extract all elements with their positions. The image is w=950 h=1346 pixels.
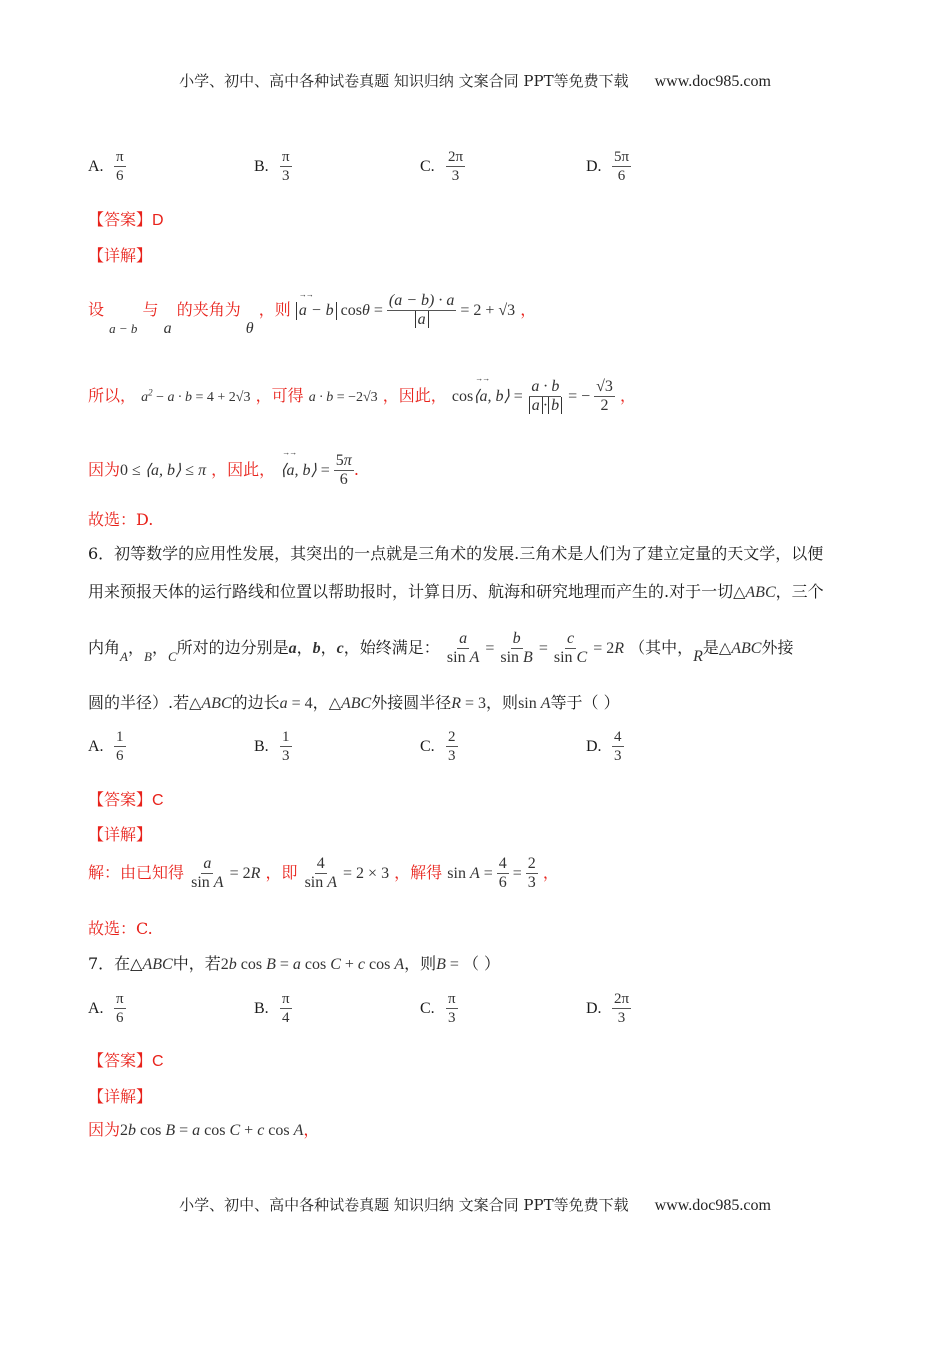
q5-option-a[interactable]: A. $\frac{\pi}{6}$ [88,149,124,184]
q7-solution-line-1: 因为2b cos B = a cos C + c cos A， [88,1120,320,1139]
q7-option-a[interactable]: A. $\frac{\pi}{6}$ [88,991,124,1026]
footer-text: 小学、初中、高中各种试卷真题 知识归纳 文案合同 PPT等免费下载 [179,1196,629,1214]
q6-stem-line-2: 用来预报天体的运行路线和位置以帮助报时，计算日历、航海和研究地理而产生的.对于一切△ABC，三个 [88,582,824,601]
q5-answer-value: D [152,212,164,229]
q5-option-d[interactable]: D. $\frac{5\pi}{6}$ [586,149,630,184]
q6-stem-line-3: 内角$_A$，$_B$，$_C$所对的边分别是a，b，c，始终满足： $\frac{a}{\text{sin A}}$ = $\frac{b}{\text{sin B}}$ = $\frac{c}{\text{sin C}}$ = 2R （其中，R是△ABC外接 [88,630,794,666]
q6-option-d[interactable]: D. $\frac{4}{3}$ [586,729,622,764]
q7-option-b[interactable]: B. $\frac{\pi}{4}$ [254,991,290,1026]
page-header [0,70,950,91]
footer-site-link[interactable]: www.doc985.com [654,1197,771,1214]
q6-detail-tag: 【详解】 [88,825,153,844]
q5-conclusion: 故选：D. [88,510,154,529]
q6-stem-line-4: 圆的半径）.若△ABC的边长a = 4，△ABC外接圆半径R = 3，则sin A等于（ ） [88,693,620,712]
header-text: 小学、初中、高中各种试卷真题 知识归纳 文案合同 PPT等免费下载 [179,72,629,90]
q6-stem-line-1: 6．初等数学的应用性发展，其突出的一点就是三角术的发展.三角术是人们为了建立定量的天文学，以便 [88,544,824,563]
q7-answer: 【答案】C [88,1051,164,1070]
q7-detail-tag: 【详解】 [88,1087,153,1106]
q5-answer: 【答案】D [88,210,164,229]
q7-stem: 7．在△ABC中，若2b cos B = a cos C + c cos A，则B = （ ） [88,954,501,973]
q6-answer: 【答案】C [88,790,164,809]
q7-option-c[interactable]: C. $\frac{\pi}{3}$ [420,991,456,1026]
q6-answer-value: C [152,792,164,809]
q5-solution-line-1: 设 $_{a - b}$ 与 a 的夹角为 θ ，则 →→ a − b cosθ = $\frac{(a - b) \cdot a}{a}$ = 2 + √3 ， [88,292,536,329]
q5-option-b[interactable]: B. $\frac{\pi}{3}$ [254,149,290,184]
q7-option-d[interactable]: D. $\frac{2\pi}{3}$ [586,991,630,1026]
q6-option-a[interactable]: A. $\frac{1}{6}$ [88,729,124,764]
page-footer [0,1194,950,1215]
q5-option-c[interactable]: C. $\frac{2\pi}{3}$ [420,149,464,184]
q6-solution: 解：由已知得 $\frac{a}{\text{sin A}}$ = 2R ，即 $\frac{4}{\text{sin A}}$ = 2 × 3 ，解得 sin A = $\frac{4}{6}$ = $\frac{2}{3}$ ， [88,855,559,891]
q5-solution-line-2: 所以， $a^2 - a \cdot b = 4 + 2√3$ ，可得 a · b = −2√3 ，因此， cos→→ ⟨a, b⟩ = $\frac{a \cdot b}{a \cdot b}$ = − $\frac{√3}{2}$ ， [88,378,636,415]
q5-detail-tag: 【详解】 [88,246,153,265]
q6-option-b[interactable]: B. $\frac{1}{3}$ [254,729,290,764]
q6-conclusion: 故选：C. [88,919,153,938]
q7-answer-value: C [152,1053,164,1070]
header-site-link[interactable]: www.doc985.com [654,73,771,90]
q5-solution-line-3: 因为0 ≤ ⟨a, b⟩ ≤ π ，因此， →→ ⟨a, b⟩ = $\frac{5\pi}{6}$ . [88,452,359,489]
q6-option-c[interactable]: C. $\frac{2}{3}$ [420,729,456,764]
